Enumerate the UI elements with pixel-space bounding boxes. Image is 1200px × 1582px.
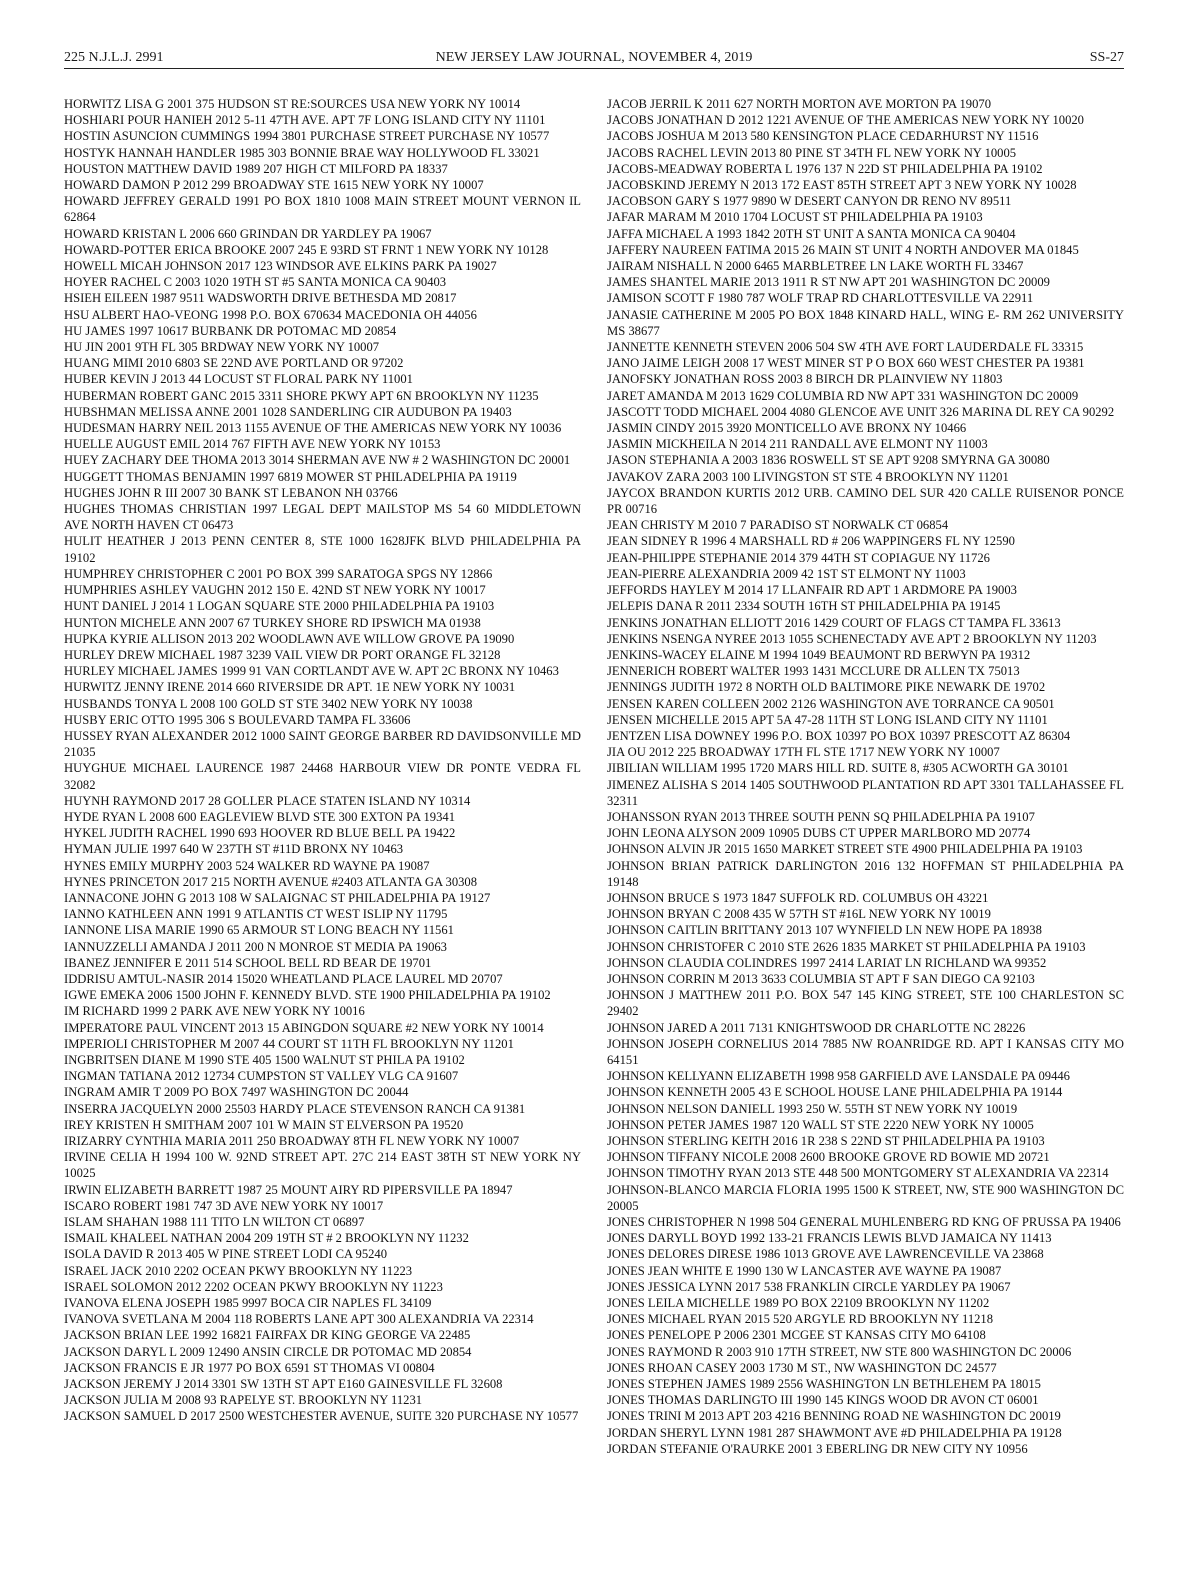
list-item: HUDESMAN HARRY NEIL 2013 1155 AVENUE OF THE AMERICAS NEW YORK NY 10036 <box>64 421 562 436</box>
list-item: JENKINS NSENGA NYREE 2013 1055 SCHENECTADY AVE APT 2 BROOKLYN NY 11203 <box>607 631 1097 646</box>
list-item: IANNONE LISA MARIE 1990 65 ARMOUR ST LONG BEACH NY 11561 <box>64 923 454 938</box>
list-item: INGBRITSEN DIANE M 1990 STE 405 1500 WALNUT ST PHILA PA 19102 <box>64 1052 465 1067</box>
list-item: JAIRAM NISHALL N 2000 6465 MARBLETREE LN LAKE WORTH FL 33467 <box>607 259 1024 274</box>
list-item: JONES MICHAEL RYAN 2015 520 ARGYLE RD BROOKLYN NY 11218 <box>607 1312 994 1327</box>
list-item: HYNES EMILY MURPHY 2003 524 WALKER RD WAYNE PA 19087 <box>64 858 430 873</box>
list-item: JOHANSSON RYAN 2013 THREE SOUTH PENN SQ PHILADELPHIA PA 19107 <box>607 809 1035 824</box>
list-item: JASCOTT TODD MICHAEL 2004 4080 GLENCOE AVE UNIT 326 MARINA DL REY CA 90292 <box>607 404 1115 419</box>
list-item: JASMIN CINDY 2015 3920 MONTICELLO AVE BRONX NY 10466 <box>607 421 967 436</box>
list-item: JEAN SIDNEY R 1996 4 MARSHALL RD # 206 WAPPINGERS FL NY 12590 <box>607 534 1015 549</box>
left-column <box>64 96 581 1425</box>
list-item: JENTZEN LISA DOWNEY 1996 P.O. BOX 10397 PO BOX 10397 PRESCOTT AZ 86304 <box>607 728 1071 743</box>
list-item: JOHNSON ALVIN JR 2015 1650 MARKET STREET STE 4900 PHILADELPHIA PA 19103 <box>607 842 1083 857</box>
list-item: IVANOVA ELENA JOSEPH 1985 9997 BOCA CIR NAPLES FL 34109 <box>64 1296 432 1311</box>
list-item: HUYGHUE MICHAEL LAURENCE 1987 24468 HARBOUR VIEW DR PONTE VEDRA FL 32082 <box>64 761 581 792</box>
list-item: JACKSON FRANCIS E JR 1977 PO BOX 6591 ST THOMAS VI 00804 <box>64 1360 435 1375</box>
list-item: HSU ALBERT HAO-VEONG 1998 P.O. BOX 670634 MACEDONIA OH 44056 <box>64 307 477 322</box>
list-item: JOHNSON BRUCE S 1973 1847 SUFFOLK RD. COLUMBUS OH 43221 <box>607 890 989 905</box>
list-item: JACKSON SAMUEL D 2017 2500 WESTCHESTER AVENUE, SUITE 320 PURCHASE NY 10577 <box>64 1409 579 1424</box>
list-item: HOWARD KRISTAN L 2006 660 GRINDAN DR YARDLEY PA 19067 <box>64 226 432 241</box>
list-item: JASON STEPHANIA A 2003 1836 ROSWELL ST SE APT 9208 SMYRNA GA 30080 <box>607 453 1050 468</box>
list-item: IMPERATORE PAUL VINCENT 2013 15 ABINGDON SQUARE #2 NEW YORK NY 10014 <box>64 1020 544 1035</box>
list-item: JOHNSON-BLANCO MARCIA FLORIA 1995 1500 K STREET, NW, STE 900 WASHINGTON DC 20005 <box>607 1182 1124 1213</box>
list-item: INGRAM AMIR T 2009 PO BOX 7497 WASHINGTON DC 20044 <box>64 1085 409 1100</box>
list-item: HUELLE AUGUST EMIL 2014 767 FIFTH AVE NEW YORK NY 10153 <box>64 437 441 452</box>
list-item: JOHNSON STERLING KEITH 2016 1R 238 S 22ND ST PHILADELPHIA PA 19103 <box>607 1134 1045 1148</box>
list-item: JOHNSON JARED A 2011 7131 KNIGHTSWOOD DR CHARLOTTE NC 28226 <box>607 1020 1026 1035</box>
list-item: JOHNSON JOSEPH CORNELIUS 2014 7885 NW ROANRIDGE RD. APT I KANSAS CITY MO 64151 <box>607 1036 1124 1067</box>
running-head <box>64 50 1124 69</box>
list-item: HU JIN 2001 9TH FL 305 BRDWAY NEW YORK NY 10007 <box>64 340 380 355</box>
list-item: JEAN CHRISTY M 2010 7 PARADISO ST NORWALK CT 06854 <box>607 518 949 533</box>
list-item: JOHNSON CORRIN M 2013 3633 COLUMBIA ST APT F SAN DIEGO CA 92103 <box>607 971 1035 986</box>
right-column <box>607 96 1124 1457</box>
list-item: JENSEN KAREN COLLEEN 2002 2126 WASHINGTON AVE TORRANCE CA 90501 <box>607 696 1055 711</box>
list-item: JEAN-PIERRE ALEXANDRIA 2009 42 1ST ST ELMONT NY 11003 <box>607 566 966 581</box>
list-item: JOHNSON CHRISTOFER C 2010 STE 2626 1835 MARKET ST PHILADELPHIA PA 19103 <box>607 939 1086 954</box>
list-item: JACOBSON GARY S 1977 9890 W DESERT CANYON DR RENO NV 89511 <box>607 194 1012 209</box>
list-item: ISRAEL SOLOMON 2012 2202 OCEAN PKWY BROOKLYN NY 11223 <box>64 1279 443 1294</box>
list-item: HUSSEY RYAN ALEXANDER 2012 1000 SAINT GEORGE BARBER RD DAVIDSONVILLE MD 21035 <box>64 728 581 760</box>
list-item: JANASIE CATHERINE M 2005 PO BOX 1848 KINARD HALL, WING E- RM 262 UNIVERSITY MS 38677 <box>607 307 1124 338</box>
citation: 225 N.J.L.J. 2991 <box>64 50 164 65</box>
list-item: HOWARD JEFFREY GERALD 1991 PO BOX 1810 1008 MAIN STREET MOUNT VERNON IL 62864 <box>64 194 581 225</box>
list-item: HUGHES THOMAS CHRISTIAN 1997 LEGAL DEPT MAILSTOP MS 54 60 MIDDLETOWN AVE NORTH HAVEN CT 06473 <box>64 502 581 533</box>
list-item: HSIEH EILEEN 1987 9511 WADSWORTH DRIVE BETHESDA MD 20817 <box>64 291 457 306</box>
list-item: JONES DARYLL BOYD 1992 133-21 FRANCIS LEWIS BLVD JAMAICA NY 11413 <box>607 1231 1052 1246</box>
list-item: JOHNSON NELSON DANIELL 1993 250 W. 55TH ST NEW YORK NY 10019 <box>607 1101 1018 1116</box>
list-item: HORWITZ LISA G 2001 375 HUDSON ST RE:SOURCES USA NEW YORK NY 10014 <box>64 97 521 111</box>
list-item: JOHNSON BRIAN PATRICK DARLINGTON 2016 132 HOFFMAN ST PHILADELPHIA PA 19148 <box>607 858 1124 889</box>
list-item: JOHNSON CAITLIN BRITTANY 2013 107 WYNFIELD LN NEW HOPE PA 18938 <box>607 923 1042 938</box>
list-item: JOHNSON CLAUDIA COLINDRES 1997 2414 LARIAT LN RICHLAND WA 99352 <box>607 955 1047 970</box>
list-item: JENNINGS JUDITH 1972 8 NORTH OLD BALTIMORE PIKE NEWARK DE 19702 <box>607 680 1046 695</box>
list-item: HUEY ZACHARY DEE THOMA 2013 3014 SHERMAN AVE NW # 2 WASHINGTON DC 20001 <box>64 453 571 468</box>
list-item: JACOBS JONATHAN D 2012 1221 AVENUE OF THE AMERICAS NEW YORK NY 10020 <box>607 113 1084 128</box>
journal-title: NEW JERSEY LAW JOURNAL, NOVEMBER 4, 2019 <box>435 50 753 65</box>
list-item: JELEPIS DANA R 2011 2334 SOUTH 16TH ST PHILADELPHIA PA 19145 <box>607 599 1001 614</box>
list-item: JACKSON JEREMY J 2014 3301 SW 13TH ST APT E160 GAINESVILLE FL 32608 <box>64 1377 503 1392</box>
list-item: HUMPHREY CHRISTOPHER C 2001 PO BOX 399 SARATOGA SPGS NY 12866 <box>64 566 493 581</box>
list-item: HUMPHRIES ASHLEY VAUGHN 2012 150 E. 42ND ST NEW YORK NY 10017 <box>64 583 486 598</box>
list-item: JONES THOMAS DARLINGTO III 1990 145 KINGS WOOD DR AVON CT 06001 <box>607 1393 1039 1408</box>
list-item: INSERRA JACQUELYN 2000 25503 HARDY PLACE STEVENSON RANCH CA 91381 <box>64 1101 526 1116</box>
list-item: HYKEL JUDITH RACHEL 1990 693 HOOVER RD BLUE BELL PA 19422 <box>64 826 456 841</box>
list-item: JAVAKOV ZARA 2003 100 LIVINGSTON ST STE 4 BROOKLYN NY 11201 <box>607 469 1009 484</box>
list-item: IANNUZZELLI AMANDA J 2011 200 N MONROE ST MEDIA PA 19063 <box>64 939 447 954</box>
list-item: HYMAN JULIE 1997 640 W 237TH ST #11D BRONX NY 10463 <box>64 842 404 857</box>
list-item: ISRAEL JACK 2010 2202 OCEAN PKWY BROOKLYN NY 11223 <box>64 1263 413 1278</box>
list-item: JANOFSKY JONATHAN ROSS 2003 8 BIRCH DR PLAINVIEW NY 11803 <box>607 372 1003 387</box>
list-item: IGWE EMEKA 2006 1500 JOHN F. KENNEDY BLVD. STE 1900 PHILADELPHIA PA 19102 <box>64 988 551 1003</box>
list-item: HOWARD-POTTER ERICA BROOKE 2007 245 E 93RD ST FRNT 1 NEW YORK NY 10128 <box>64 242 549 257</box>
list-item: HUANG MIMI 2010 6803 SE 22ND AVE PORTLAND OR 97202 <box>64 356 404 371</box>
list-item: IANNACONE JOHN G 2013 108 W SALAIGNAC ST PHILADELPHIA PA 19127 <box>64 890 491 905</box>
list-item: HURWITZ JENNY IRENE 2014 660 RIVERSIDE DR APT. 1E NEW YORK NY 10031 <box>64 680 516 695</box>
list-item: HUYNH RAYMOND 2017 28 GOLLER PLACE STATEN ISLAND NY 10314 <box>64 793 471 808</box>
list-item: HUGHES JOHN R III 2007 30 BANK ST LEBANON NH 03766 <box>64 485 398 500</box>
list-item: JAFFERY NAUREEN FATIMA 2015 26 MAIN ST UNIT 4 NORTH ANDOVER MA 01845 <box>607 242 1079 257</box>
list-item: IVANOVA SVETLANA M 2004 118 ROBERTS LANE APT 300 ALEXANDRIA VA 22314 <box>64 1312 534 1327</box>
list-item: JENKINS-WACEY ELAINE M 1994 1049 BEAUMONT RD BERWYN PA 19312 <box>607 647 1031 662</box>
list-item: JACOB JERRIL K 2011 627 NORTH MORTON AVE MORTON PA 19070 <box>607 97 991 111</box>
list-item: HURLEY MICHAEL JAMES 1999 91 VAN CORTLANDT AVE W. APT 2C BRONX NY 10463 <box>64 664 559 679</box>
list-item: HOSTIN ASUNCION CUMMINGS 1994 3801 PURCHASE STREET PURCHASE NY 10577 <box>64 129 550 144</box>
list-item: HUBSHMAN MELISSA ANNE 2001 1028 SANDERLING CIR AUDUBON PA 19403 <box>64 404 512 419</box>
list-item: JORDAN SHERYL LYNN 1981 287 SHAWMONT AVE #D PHILADELPHIA PA 19128 <box>607 1425 1062 1440</box>
list-item: INGMAN TATIANA 2012 12734 CUMPSTON ST VALLEY VLG CA 91607 <box>64 1069 459 1084</box>
list-item: HUNT DANIEL J 2014 1 LOGAN SQUARE STE 2000 PHILADELPHIA PA 19103 <box>64 599 495 614</box>
list-item: HOUSTON MATTHEW DAVID 1989 207 HIGH CT MILFORD PA 18337 <box>64 161 448 176</box>
list-item: JACKSON JULIA M 2008 93 RAPELYE ST. BROOKLYN NY 11231 <box>64 1393 423 1408</box>
list-item: JONES CHRISTOPHER N 1998 504 GENERAL MUHLENBERG RD KNG OF PRUSSA PA 19406 <box>607 1215 1121 1230</box>
list-item: HUBER KEVIN J 2013 44 LOCUST ST FLORAL PARK NY 11001 <box>64 372 413 387</box>
list-item: JEAN-PHILIPPE STEPHANIE 2014 379 44TH ST COPIAGUE NY 11726 <box>607 550 990 565</box>
list-item: HYNES PRINCETON 2017 215 NORTH AVENUE #2403 ATLANTA GA 30308 <box>64 874 478 889</box>
list-item: JASMIN MICKHEILA N 2014 211 RANDALL AVE ELMONT NY 11003 <box>607 437 988 452</box>
list-item: JANNETTE KENNETH STEVEN 2006 504 SW 4TH AVE FORT LAUDERDALE FL 33315 <box>607 340 1084 355</box>
list-item: HUBERMAN ROBERT GANC 2015 3311 SHORE PKWY APT 6N BROOKLYN NY 11235 <box>64 388 539 403</box>
list-item: JIA OU 2012 225 BROADWAY 17TH FL STE 1717 NEW YORK NY 10007 <box>607 745 1000 760</box>
list-item: JOHNSON KELLYANN ELIZABETH 1998 958 GARFIELD AVE LANSDALE PA 09446 <box>607 1069 1070 1084</box>
list-item: IDDRISU AMTUL-NASIR 2014 15020 WHEATLAND PLACE LAUREL MD 20707 <box>64 971 503 986</box>
list-item: IRVINE CELIA H 1994 100 W. 92ND STREET APT. 27C 214 EAST 38TH ST NEW YORK NY 10025 <box>64 1150 581 1181</box>
list-item: JONES DELORES DIRESE 1986 1013 GROVE AVE LAWRENCEVILLE VA 23868 <box>607 1247 1044 1262</box>
list-item: HUNTON MICHELE ANN 2007 67 TURKEY SHORE RD IPSWICH MA 01938 <box>64 615 481 630</box>
list-item: JENSEN MICHELLE 2015 APT 5A 47-28 11TH ST LONG ISLAND CITY NY 11101 <box>607 712 1048 727</box>
list-item: JONES PENELOPE P 2006 2301 MCGEE ST KANSAS CITY MO 64108 <box>607 1328 986 1343</box>
list-item: JOHNSON PETER JAMES 1987 120 WALL ST STE 2220 NEW YORK NY 10005 <box>607 1117 1034 1132</box>
list-item: JIMENEZ ALISHA S 2014 1405 SOUTHWOOD PLANTATION RD APT 3301 TALLAHASSEE FL 32311 <box>607 777 1124 808</box>
list-item: IM RICHARD 1999 2 PARK AVE NEW YORK NY 10016 <box>64 1004 365 1019</box>
list-item: JONES TRINI M 2013 APT 203 4216 BENNING ROAD NE WASHINGTON DC 20019 <box>607 1409 1061 1424</box>
list-item: IRWIN ELIZABETH BARRETT 1987 25 MOUNT AIRY RD PIPERSVILLE PA 18947 <box>64 1182 513 1197</box>
list-item: JANO JAIME LEIGH 2008 17 WEST MINER ST P O BOX 660 WEST CHESTER PA 19381 <box>607 356 1085 371</box>
list-item: ISCARO ROBERT 1981 747 3D AVE NEW YORK NY 10017 <box>64 1198 384 1213</box>
list-item: JOHN LEONA ALYSON 2009 10905 DUBS CT UPPER MARLBORO MD 20774 <box>607 826 1031 841</box>
list-item: JORDAN STEFANIE O'RAURKE 2001 3 EBERLING DR NEW CITY NY 10956 <box>607 1441 1028 1456</box>
list-item: HUSBANDS TONYA L 2008 100 GOLD ST STE 3402 NEW YORK NY 10038 <box>64 696 473 711</box>
list-item: IANNO KATHLEEN ANN 1991 9 ATLANTIS CT WEST ISLIP NY 11795 <box>64 907 448 922</box>
list-item: JACKSON DARYL L 2009 12490 ANSIN CIRCLE DR POTOMAC MD 20854 <box>64 1344 472 1359</box>
list-item: JAYCOX BRANDON KURTIS 2012 URB. CAMINO DEL SUR 420 CALLE RUISENOR PONCE PR 00716 <box>607 485 1124 517</box>
list-item: IREY KRISTEN H SMITHAM 2007 101 W MAIN ST ELVERSON PA 19520 <box>64 1117 464 1132</box>
list-item: JONES RHOAN CASEY 2003 1730 M ST., NW WASHINGTON DC 24577 <box>607 1360 997 1375</box>
list-item: HYDE RYAN L 2008 600 EAGLEVIEW BLVD STE 300 EXTON PA 19341 <box>64 809 455 824</box>
list-item: JOHNSON TIMOTHY RYAN 2013 STE 448 500 MONTGOMERY ST ALEXANDRIA VA 22314 <box>607 1166 1109 1181</box>
list-item: JACOBSKIND JEREMY N 2013 172 EAST 85TH STREET APT 3 NEW YORK NY 10028 <box>607 178 1077 193</box>
list-item: JACOBS RACHEL LEVIN 2013 80 PINE ST 34TH FL NEW YORK NY 10005 <box>607 145 1017 160</box>
list-item: HUGGETT THOMAS BENJAMIN 1997 6819 MOWER ST PHILADELPHIA PA 19119 <box>64 469 517 484</box>
list-item: ISMAIL KHALEEL NATHAN 2004 209 19TH ST # 2 BROOKLYN NY 11232 <box>64 1231 469 1246</box>
list-item: JAFAR MARAM M 2010 1704 LOCUST ST PHILADELPHIA PA 19103 <box>607 210 983 225</box>
list-item: JARET AMANDA M 2013 1629 COLUMBIA RD NW APT 331 WASHINGTON DC 20009 <box>607 388 1079 403</box>
list-item: JAMISON SCOTT F 1980 787 WOLF TRAP RD CHARLOTTESVILLE VA 22911 <box>607 291 1034 306</box>
list-item: IMPERIOLI CHRISTOPHER M 2007 44 COURT ST 11TH FL BROOKLYN NY 11201 <box>64 1036 514 1051</box>
list-item: JACOBS JOSHUA M 2013 580 KENSINGTON PLACE CEDARHURST NY 11516 <box>607 129 1039 144</box>
list-item: HURLEY DREW MICHAEL 1987 3239 VAIL VIEW DR PORT ORANGE FL 32128 <box>64 647 501 662</box>
list-item: JACKSON BRIAN LEE 1992 16821 FAIRFAX DR KING GEORGE VA 22485 <box>64 1328 471 1343</box>
list-item: JENNERICH ROBERT WALTER 1993 1431 MCCLURE DR ALLEN TX 75013 <box>607 664 1020 679</box>
list-item: JONES LEILA MICHELLE 1989 PO BOX 22109 BROOKLYN NY 11202 <box>607 1296 990 1311</box>
list-item: HOWARD DAMON P 2012 299 BROADWAY STE 1615 NEW YORK NY 10007 <box>64 178 484 193</box>
list-item: JOHNSON BRYAN C 2008 435 W 57TH ST #16L NEW YORK NY 10019 <box>607 907 991 922</box>
list-item: ISLAM SHAHAN 1988 111 TITO LN WILTON CT 06897 <box>64 1215 365 1230</box>
list-item: JONES JEAN WHITE E 1990 130 W LANCASTER AVE WAYNE PA 19087 <box>607 1263 1002 1278</box>
list-item: HU JAMES 1997 10617 BURBANK DR POTOMAC MD 20854 <box>64 323 397 338</box>
list-item: HOYER RACHEL C 2003 1020 19TH ST #5 SANTA MONICA CA 90403 <box>64 275 447 290</box>
list-item: JOHNSON KENNETH 2005 43 E SCHOOL HOUSE LANE PHILADELPHIA PA 19144 <box>607 1085 1063 1100</box>
list-item: JACOBS-MEADWAY ROBERTA L 1976 137 N 22D ST PHILADELPHIA PA 19102 <box>607 161 1043 176</box>
listing-columns <box>64 96 1124 1546</box>
list-item: HUSBY ERIC OTTO 1995 306 S BOULEVARD TAMPA FL 33606 <box>64 712 411 727</box>
list-item: HOWELL MICAH JOHNSON 2017 123 WINDSOR AVE ELKINS PARK PA 19027 <box>64 259 497 274</box>
list-item: HOSHIARI POUR HANIEH 2012 5-11 47TH AVE. APT 7F LONG ISLAND CITY NY 11101 <box>64 113 546 128</box>
list-item: JAFFA MICHAEL A 1993 1842 20TH ST UNIT A SANTA MONICA CA 90404 <box>607 226 1016 241</box>
list-item: JONES JESSICA LYNN 2017 538 FRANKLIN CIRCLE YARDLEY PA 19067 <box>607 1279 1011 1294</box>
list-item: HULIT HEATHER J 2013 PENN CENTER 8, STE 1000 1628JFK BLVD PHILADELPHIA PA 19102 <box>64 534 581 565</box>
list-item: JENKINS JONATHAN ELLIOTT 2016 1429 COURT OF FLAGS CT TAMPA FL 33613 <box>607 615 1061 630</box>
list-item: JAMES SHANTEL MARIE 2013 1911 R ST NW APT 201 WASHINGTON DC 20009 <box>607 275 1050 290</box>
list-item: IRIZARRY CYNTHIA MARIA 2011 250 BROADWAY 8TH FL NEW YORK NY 10007 <box>64 1134 520 1148</box>
list-item: HUPKA KYRIE ALLISON 2013 202 WOODLAWN AVE WILLOW GROVE PA 19090 <box>64 631 515 646</box>
list-item: JOHNSON J MATTHEW 2011 P.O. BOX 547 145 KING STREET, STE 100 CHARLESTON SC 29402 <box>607 988 1124 1019</box>
list-item: JIBILIAN WILLIAM 1995 1720 MARS HILL RD. SUITE 8, #305 ACWORTH GA 30101 <box>607 761 1069 776</box>
list-item: JEFFORDS HAYLEY M 2014 17 LLANFAIR RD APT 1 ARDMORE PA 19003 <box>607 583 1017 598</box>
list-item: HOSTYK HANNAH HANDLER 1985 303 BONNIE BRAE WAY HOLLYWOOD FL 33021 <box>64 145 540 160</box>
page-number: SS-27 <box>1089 50 1124 65</box>
list-item: IBANEZ JENNIFER E 2011 514 SCHOOL BELL RD BEAR DE 19701 <box>64 955 432 970</box>
list-item: JOHNSON TIFFANY NICOLE 2008 2600 BROOKE GROVE RD BOWIE MD 20721 <box>607 1150 1050 1165</box>
list-item: ISOLA DAVID R 2013 405 W PINE STREET LODI CA 95240 <box>64 1247 388 1262</box>
list-item: JONES RAYMOND R 2003 910 17TH STREET, NW STE 800 WASHINGTON DC 20006 <box>607 1344 1072 1359</box>
list-item: JONES STEPHEN JAMES 1989 2556 WASHINGTON LN BETHLEHEM PA 18015 <box>607 1377 1041 1392</box>
